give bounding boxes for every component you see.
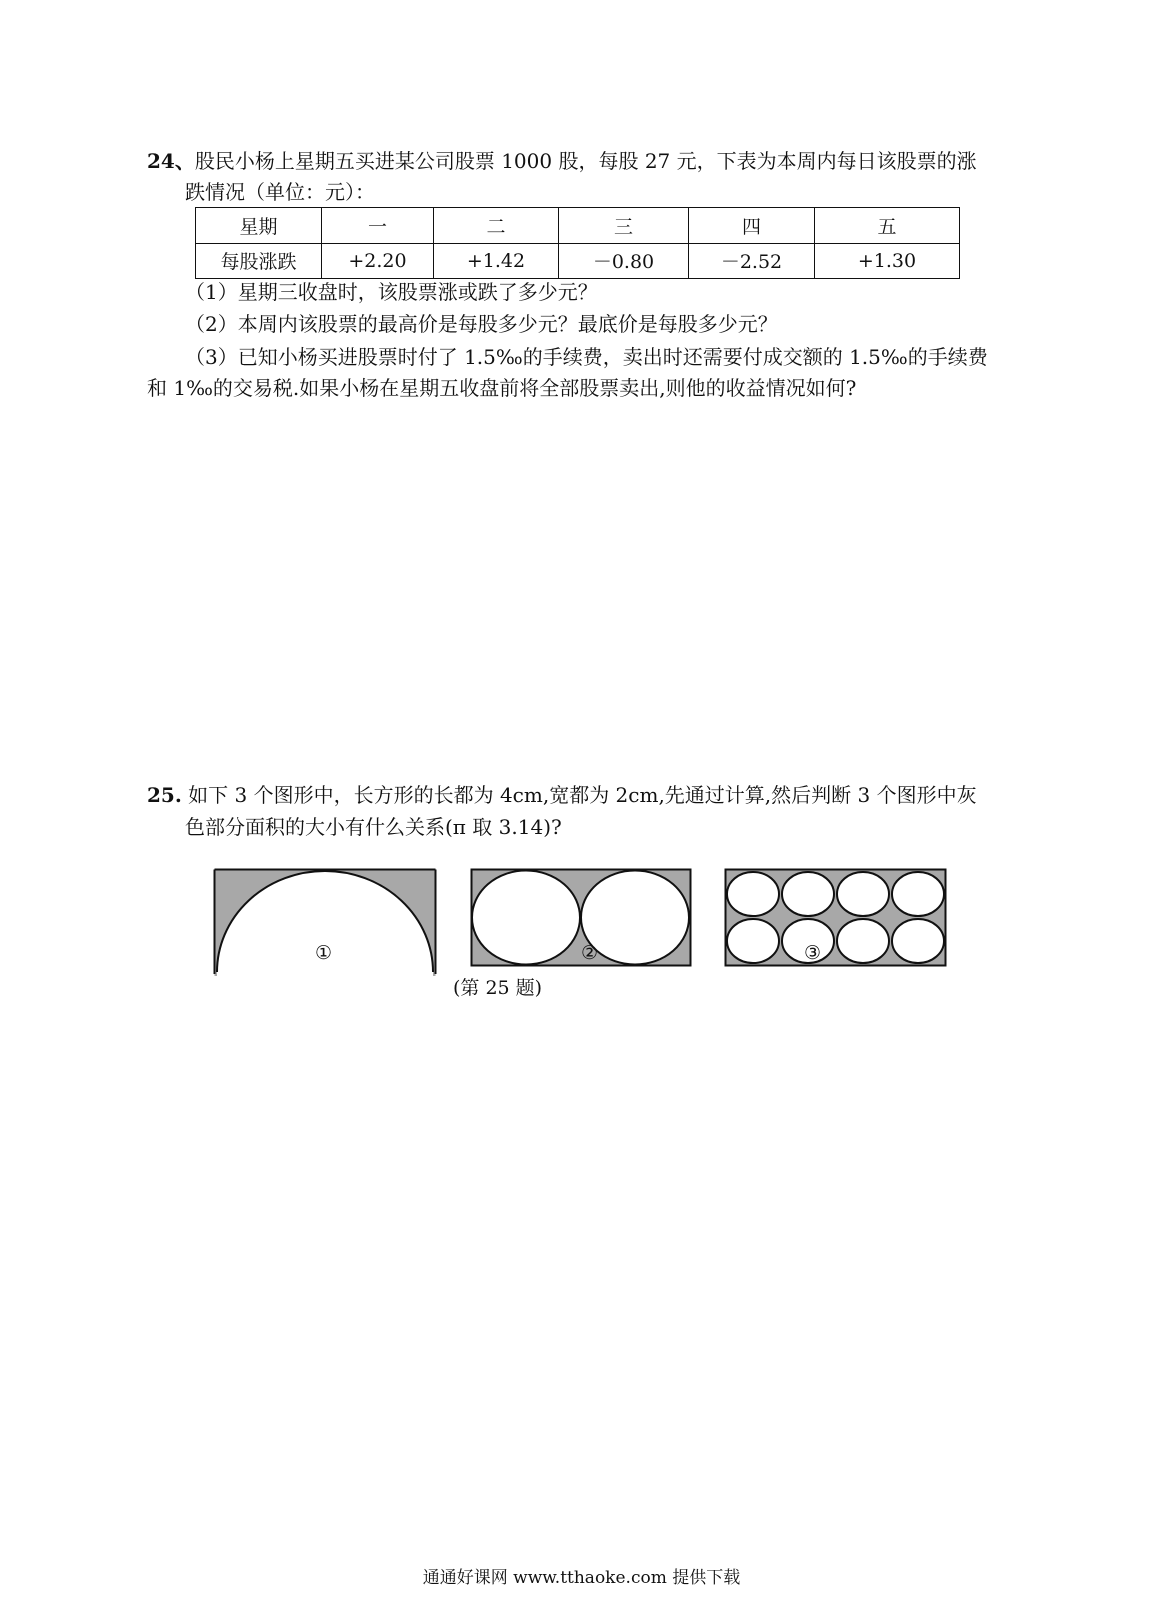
table-cell: 五 bbox=[815, 208, 960, 244]
figure-1-label: ① bbox=[315, 942, 333, 964]
q25-line2: 色部分面积的大小有什么关系(π 取 3.14)? bbox=[185, 815, 562, 839]
table-cell: 一 bbox=[322, 208, 434, 244]
figure-caption: (第 25 题) bbox=[453, 977, 543, 999]
table-cell: +1.42 bbox=[434, 243, 559, 279]
table-row bbox=[196, 243, 960, 279]
table-cell: 四 bbox=[689, 208, 815, 244]
q25-line1 bbox=[147, 781, 977, 809]
table-cell: －2.52 bbox=[689, 243, 815, 279]
table-cell: －0.80 bbox=[559, 243, 689, 279]
table-cell: 星期 bbox=[196, 208, 322, 244]
stock-change-table bbox=[195, 207, 960, 279]
table-cell: +1.30 bbox=[815, 243, 960, 279]
q25-number: 25. bbox=[147, 783, 182, 807]
q24-sub3-line2: 和 1‰的交易税.如果小杨在星期五收盘前将全部股票卖出,则他的收益情况如何? bbox=[147, 376, 857, 400]
figure-2-label: ② bbox=[581, 942, 599, 964]
table-cell: 二 bbox=[434, 208, 559, 244]
table-cell: +2.20 bbox=[322, 243, 434, 279]
q25-line1-text: 如下 3 个图形中，长方形的长都为 4cm,宽都为 2cm,先通过计算,然后判断 3 个图形中灰 bbox=[181, 783, 977, 807]
figure-3-eight-circles bbox=[724, 868, 947, 967]
figure-3-label: ③ bbox=[804, 942, 822, 964]
q24-sub2: （2）本周内该股票的最高价是每股多少元？最底价是每股多少元？ bbox=[185, 312, 778, 336]
table-cell: 每股涨跌 bbox=[196, 243, 322, 279]
q24-line1 bbox=[147, 147, 977, 175]
page-footer: 通通好课网 www.tthaoke.com 提供下载 bbox=[422, 1568, 741, 1588]
q24-sub1: （1）星期三收盘时，该股票涨或跌了多少元？ bbox=[185, 280, 598, 304]
q24-intro-line2: 跌情况（单位：元）： bbox=[185, 180, 375, 204]
table-header-row bbox=[196, 208, 960, 244]
q24-number: 24、 bbox=[147, 149, 195, 173]
q24-sub3-line1: （3）已知小杨买进股票时付了 1.5‰的手续费，卖出时还需要付成交额的 1.5‰的手续费 bbox=[185, 345, 988, 369]
q24-intro-line1: 股民小杨上星期五买进某公司股票 1000 股，每股 27 元，下表为本周内每日该股票的涨 bbox=[194, 149, 977, 173]
table-cell: 三 bbox=[559, 208, 689, 244]
